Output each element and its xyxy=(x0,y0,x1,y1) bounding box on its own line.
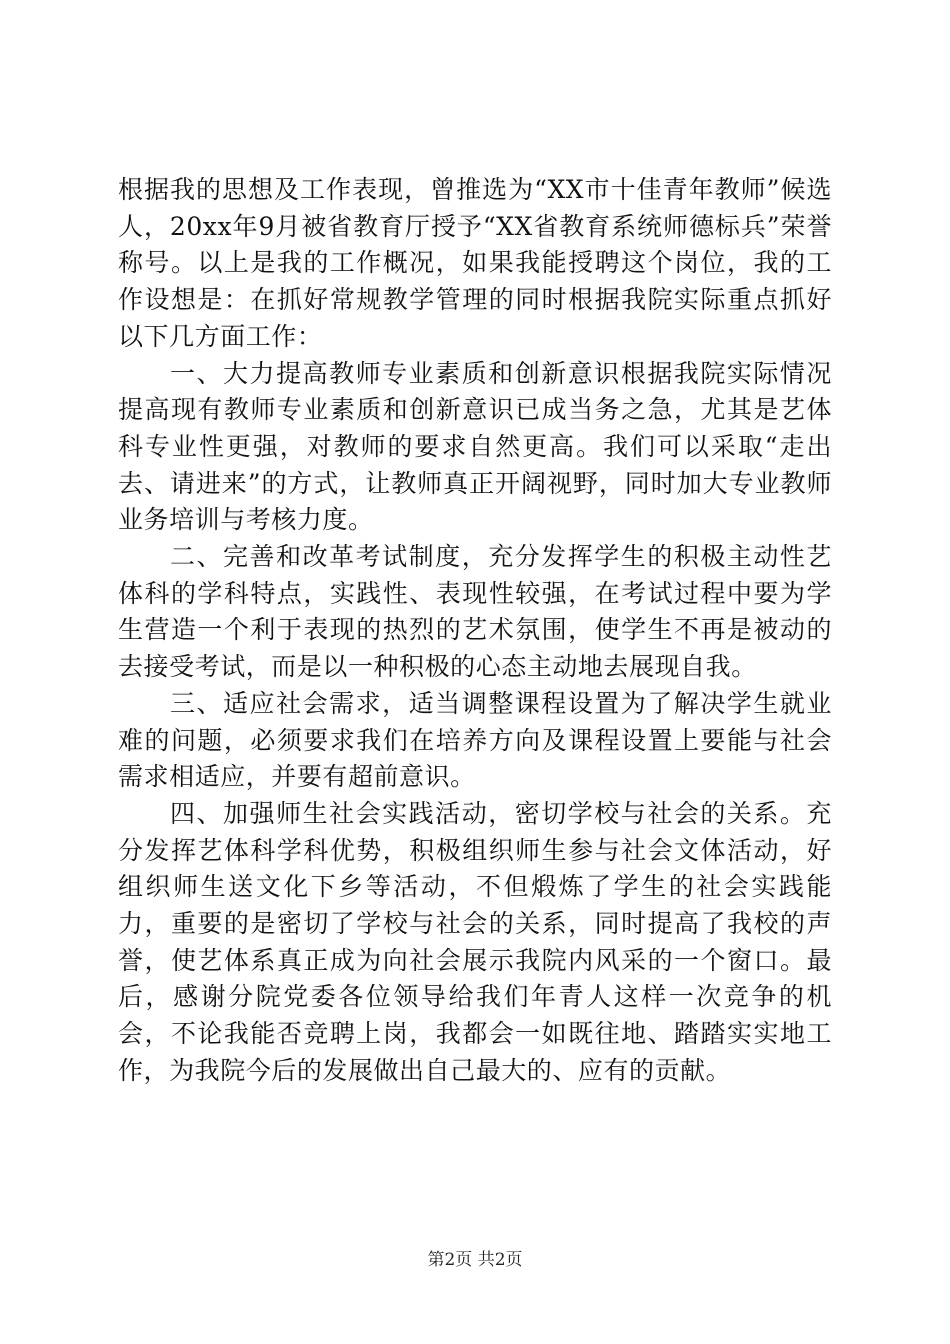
paragraph-intro: 根据我的思想及工作表现，曾推选为“XX市十佳青年教师”候选人，20xx年9月被省教育厅授予“XX省教育系统师德标兵”荣誉称号。以上是我的工作概况，如果我能授聘这个岗位，我的工作设想是：在抓好常规教学管理的同时根据我院实际重点抓好以下几方面工作： xyxy=(118,175,832,351)
paragraph-point-2: 二、完善和改革考试制度，充分发挥学生的积极主动性艺体科的学科特点，实践性、表现性较强，在考试过程中要为学生营造一个利于表现的热烈的艺术氛围，使学生不再是被动的去接受考试，而是以一种积极的心态主动地去展现自我。 xyxy=(118,542,832,682)
page-number-footer: 第2页 共2页 xyxy=(427,1250,523,1270)
paragraph-point-4: 四、加强师生社会实践活动，密切学校与社会的关系。充分发挥艺体科学科优势，积极组织师生参与社会文体活动，好组织师生送文化下乡等活动，不但煅炼了学生的社会实践能力，重要的是密切了学校与社会的关系，同时提高了我校的声誉，使艺体系真正成为向社会展示我院内风采的一个窗口。最后，感谢分院党委各位领导给我们年青人这样一次竞争的机会，不论我能否竞聘上岗，我都会一如既往地、踏踏实实地工作，为我院今后的发展做出自己最大的、应有的贡献。 xyxy=(118,798,832,1085)
document-body xyxy=(118,172,832,1090)
paragraph-point-3: 三、适应社会需求，适当调整课程设置为了解决学生就业难的问题，必须要求我们在培养方向及课程设置上要能与社会需求相适应，并要有超前意识。 xyxy=(118,688,832,792)
paragraph-point-1: 一、大力提高教师专业素质和创新意识根据我院实际情况提高现有教师专业素质和创新意识已成当务之急，尤其是艺体科专业性更强，对教师的要求自然更高。我们可以采取“走出去、请进来”的方式，让教师真正开阔视野，同时加大专业教师业务培训与考核力度。 xyxy=(118,358,832,535)
